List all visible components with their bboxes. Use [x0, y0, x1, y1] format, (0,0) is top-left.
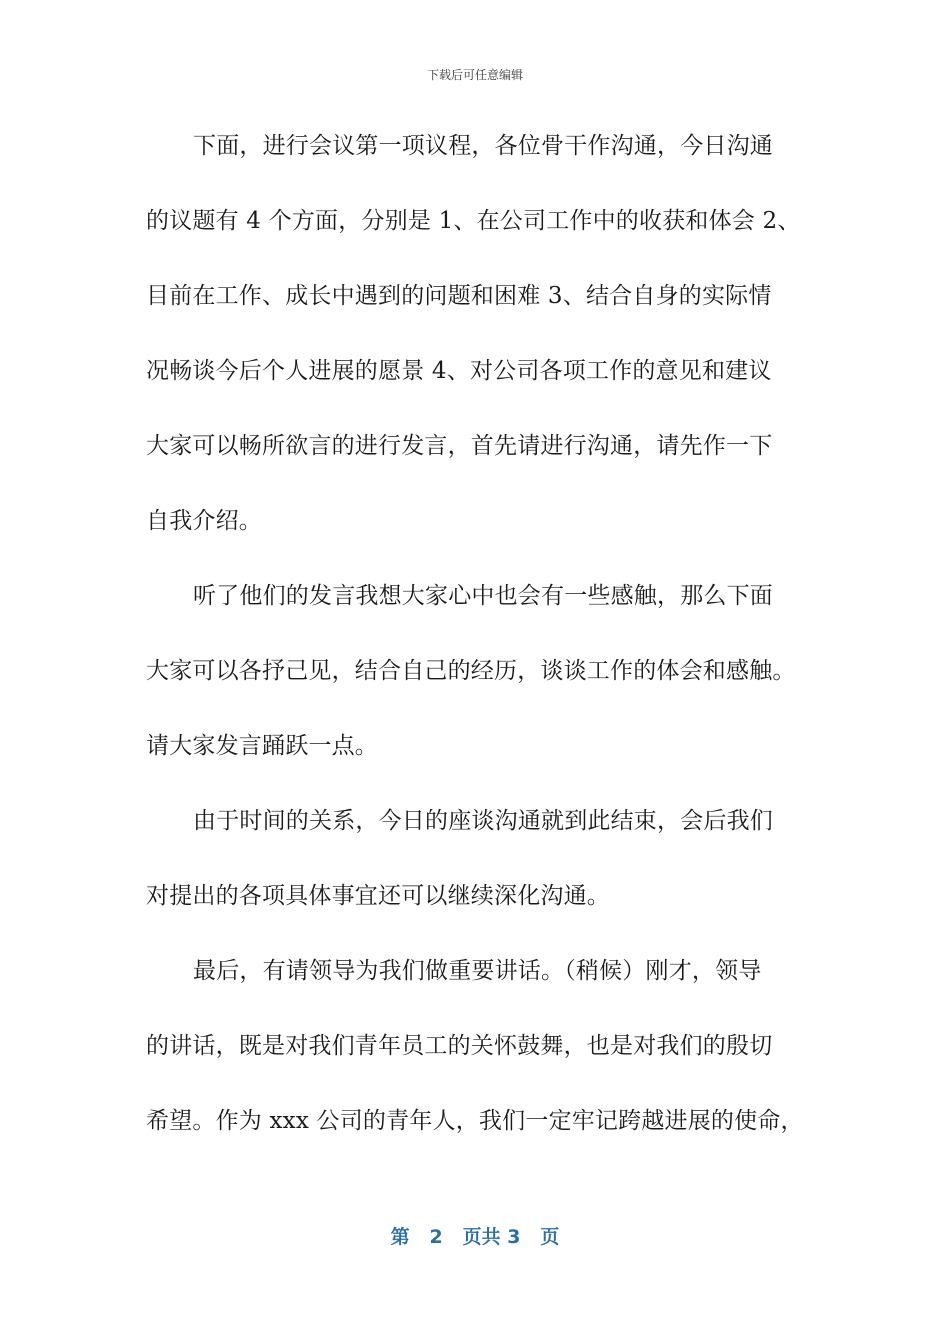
paragraph-line: 请大家发言踊跃一点。: [146, 733, 378, 759]
document-body: [146, 126, 814, 1176]
paragraph-line: 最后，有请领导为我们做重要讲话。（稍候）刚才，领导: [193, 958, 762, 984]
paragraph-line: 听了他们的发言我想大家心中也会有一些感触，那么下面: [193, 583, 773, 609]
total-pages-number: 3: [507, 1226, 521, 1248]
paragraph-line: 大家可以畅所欲言的进行发言，首先请进行沟通，请先作一下: [146, 433, 773, 459]
page-footer: [0, 1222, 950, 1249]
footer-middle: 页共: [462, 1226, 501, 1248]
paragraph-line: 希望。作为 xxx 公司的青年人，我们一定牢记跨越进展的使命，: [146, 1108, 804, 1134]
footer-prefix: 第: [390, 1226, 410, 1248]
paragraph-line: 下面，进行会议第一项议程，各位骨干作沟通，今日沟通: [193, 133, 773, 159]
paragraph-line: 对提出的各项具体事宜还可以继续深化沟通。: [146, 883, 610, 909]
paragraph-line: 自我介绍。: [146, 508, 262, 534]
paragraph-line: 的议题有 4 个方面，分别是 1、在公司工作中的收获和体会 2、: [146, 208, 801, 234]
current-page-number: 2: [429, 1226, 443, 1248]
paragraph-line: 目前在工作、成长中遇到的问题和困难 3、结合自身的实际情: [146, 283, 772, 309]
paragraph-line: 由于时间的关系，今日的座谈沟通就到此结束，会后我们: [193, 808, 773, 834]
paragraph-line: 大家可以各抒己见，结合自己的经历，谈谈工作的体会和感触。: [146, 658, 796, 684]
footer-suffix: 页: [540, 1226, 560, 1248]
page-header: 下载后可任意编辑: [426, 68, 523, 82]
paragraph-line: 况畅谈今后个人进展的愿景 4、对公司各项工作的意见和建议: [146, 358, 772, 384]
paragraph-line: 的讲话，既是对我们青年员工的关怀鼓舞，也是对我们的殷切: [146, 1033, 773, 1059]
